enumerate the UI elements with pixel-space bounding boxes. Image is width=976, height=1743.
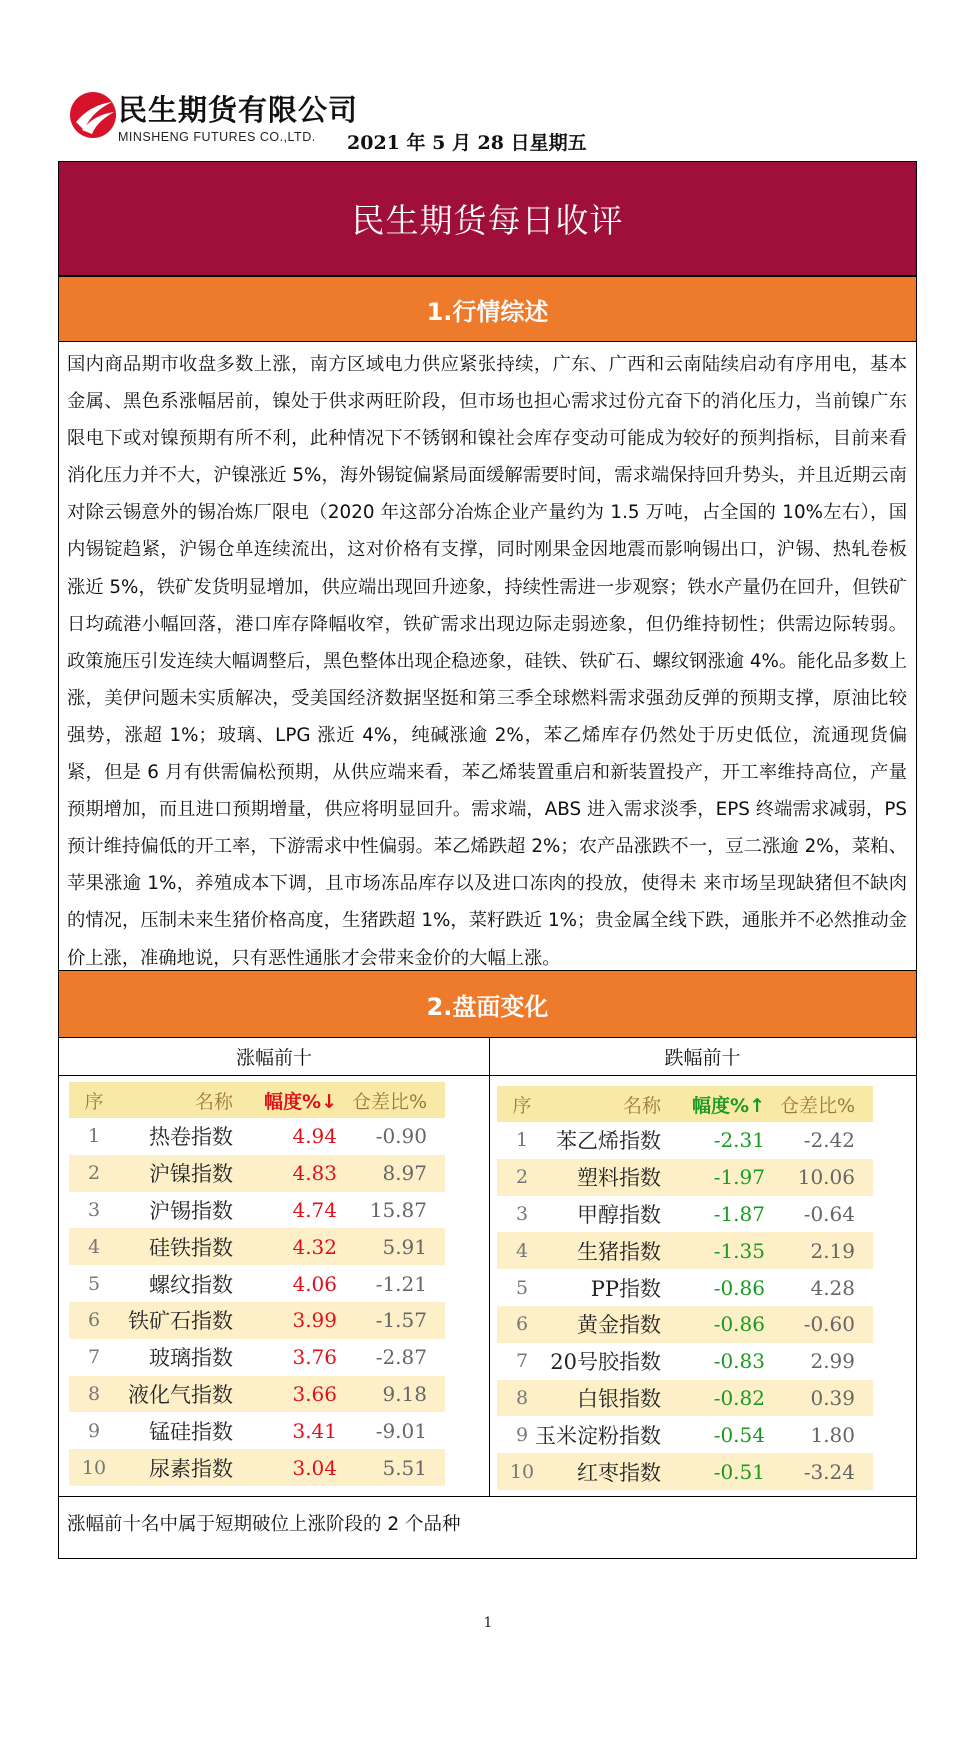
losers-table bbox=[497, 1086, 873, 1490]
cell-name: 生猪指数 bbox=[577, 1239, 661, 1264]
table-row bbox=[69, 1339, 445, 1376]
cell-pct: -0.86 bbox=[713, 1275, 765, 1300]
cell-name: 液化气指数 bbox=[128, 1382, 233, 1407]
losers-title: 跌幅前十 bbox=[664, 1047, 741, 1069]
section1-bar bbox=[59, 276, 916, 342]
cell-idx: 8 bbox=[87, 1382, 101, 1405]
table-row bbox=[497, 1453, 873, 1490]
cell-oi: 0.39 bbox=[810, 1385, 855, 1410]
header-idx: 序 bbox=[512, 1094, 532, 1117]
header-pct: 幅度%↑ bbox=[692, 1094, 765, 1117]
cell-pct: 4.94 bbox=[292, 1124, 337, 1149]
cell-name: 玉米淀粉指数 bbox=[535, 1423, 661, 1448]
table-row bbox=[497, 1232, 873, 1269]
table-row bbox=[69, 1192, 445, 1229]
table-header-row bbox=[69, 1082, 445, 1118]
cell-name: 热卷指数 bbox=[149, 1125, 233, 1150]
table-row bbox=[69, 1376, 445, 1413]
cell-oi: -9.01 bbox=[375, 1418, 427, 1443]
section2-title: 2.盘面变化 bbox=[426, 992, 549, 1021]
cell-oi: -0.60 bbox=[803, 1312, 855, 1337]
cell-idx: 1 bbox=[87, 1125, 101, 1148]
cell-oi: 2.99 bbox=[810, 1349, 855, 1374]
breakout-note: 涨幅前十名中属于短期破位上涨阶段的 2 个品种 bbox=[67, 1514, 461, 1535]
cell-pct: -2.31 bbox=[713, 1128, 765, 1153]
cell-idx: 10 bbox=[509, 1460, 535, 1483]
table-bottom-rule bbox=[59, 1496, 916, 1497]
cell-idx: 6 bbox=[87, 1309, 101, 1332]
table-row bbox=[497, 1196, 873, 1233]
cell-oi: -0.90 bbox=[375, 1124, 427, 1149]
cell-idx: 6 bbox=[515, 1313, 529, 1336]
table-row bbox=[497, 1380, 873, 1417]
section2-bar bbox=[59, 970, 916, 1038]
cell-name: 黄金指数 bbox=[577, 1313, 661, 1338]
cell-idx: 4 bbox=[515, 1239, 529, 1262]
cell-oi: 2.19 bbox=[810, 1238, 855, 1263]
table-row bbox=[497, 1306, 873, 1343]
cell-name: 沪镍指数 bbox=[149, 1162, 233, 1187]
cell-idx: 1 bbox=[515, 1129, 529, 1152]
cell-oi: 15.87 bbox=[369, 1197, 427, 1222]
cell-idx: 9 bbox=[87, 1419, 101, 1442]
cell-oi: 1.80 bbox=[810, 1422, 855, 1447]
table-row bbox=[497, 1416, 873, 1453]
header-pct: 幅度%↓ bbox=[264, 1090, 337, 1113]
cell-pct: 4.06 bbox=[292, 1271, 337, 1296]
cell-oi: -2.87 bbox=[375, 1345, 427, 1370]
cell-name: 红枣指数 bbox=[577, 1460, 661, 1485]
cell-oi: -1.21 bbox=[375, 1271, 427, 1296]
table-row bbox=[69, 1412, 445, 1449]
cell-name: 苯乙烯指数 bbox=[556, 1129, 661, 1154]
report-frame bbox=[58, 161, 917, 1559]
cell-pct: -0.86 bbox=[713, 1312, 765, 1337]
cell-pct: -0.82 bbox=[713, 1385, 765, 1410]
cell-pct: 3.99 bbox=[292, 1308, 337, 1333]
cell-idx: 9 bbox=[515, 1423, 529, 1446]
cell-name: 沪锡指数 bbox=[149, 1198, 233, 1223]
market-summary: 国内商品期市收盘多数上涨，南方区域电力供应紧张持续，广东、广西和云南陆续启动有序用电，基本金属、黑色系涨幅居前，镍处于供求两旺阶段，但市场也担心需求过份亢奋下的消化压力，当前镍广东限电下或对镍预期有所不利，此种情况下不锈钢和镍社会库存变动可能成为较好的预判指标，目前来看消化压力并不大，沪镍涨近 5%，海外锡锭偏紧局面缓解需要时间，需求端保持回升势头，并且近期云南对除云锡意外的锡冶炼厂限电（2020 年这部分冶炼企业产量约为 1.5 万吨，占全国的 10%左右），国内锡锭趋紧，沪锡仓单连续流出，这对价格有支撑，同时刚果金因地震而影响锡出口，沪锡、热轧卷板涨近 5%，铁矿发货明显增加，供应端出现回升迹象，持续性需进一步观察；铁水产量仍在回升，但铁矿日均疏港小幅回落，港口库存降幅收窄，铁矿需求出现边际走弱迹象，但仍维持韧性；供需边际转弱。政策施压引发连续大幅调整后，黑色整体出现企稳迹象，硅铁、铁矿石、螺纹钢涨逾 4%。能化品多数上涨，美伊问题未实质解决，受美国经济数据坚挺和第三季全球燃料需求强劲反弹的预期支撑，原油比较强势，涨超 1%；玻璃、LPG 涨近 4%，纯碱涨逾 2%，苯乙烯库存仍然处于历史低位，流通现货偏紧，但是 6 月有供需偏松预期，从供应端来看，苯乙烯装置重启和新装置投产，开工率维持高位，产量预期增加，而且进口预期增量，供应将明显回升。需求端，ABS 进入需求淡季，EPS 终端需求减弱，PS 预计维持偏低的开工率，下游需求中性偏弱。苯乙烯跌超 2%；农产品涨跌不一，豆二涨逾 2%，菜粕、苹果涨逾 1%，养殖成本下调，且市场冻品库存以及进口冻肉的投放，使得未 来市场呈现缺猪但不缺肉的情况，压制未来生猪价格高度，生猪跌超 1%，菜籽跌近 1%；贵金属全线下跌，通胀并不必然推动金价上涨，准确地说，只有恶性通胀才会带来金价的大幅上涨。 bbox=[67, 354, 907, 969]
gainers-table bbox=[69, 1082, 445, 1486]
gainers-header bbox=[59, 1038, 489, 1076]
cell-pct: 3.76 bbox=[292, 1345, 337, 1370]
cell-pct: 4.74 bbox=[292, 1197, 337, 1222]
header-oi: 仓差比% bbox=[351, 1090, 427, 1113]
cell-oi: -2.42 bbox=[803, 1128, 855, 1153]
header-name: 名称 bbox=[194, 1090, 233, 1113]
cell-pct: 3.04 bbox=[292, 1455, 337, 1480]
report-title-bar bbox=[59, 162, 916, 276]
cell-name: 甲醇指数 bbox=[577, 1202, 661, 1227]
table-row bbox=[69, 1265, 445, 1302]
cell-oi: 5.51 bbox=[382, 1455, 427, 1480]
table-row bbox=[497, 1122, 873, 1159]
section1-title: 1.行情综述 bbox=[426, 297, 549, 326]
page-header bbox=[60, 84, 820, 154]
cell-pct: -1.87 bbox=[713, 1201, 765, 1226]
report-title: 民生期货每日收评 bbox=[351, 201, 624, 240]
cell-name: 尿素指数 bbox=[149, 1456, 233, 1481]
header-name: 名称 bbox=[622, 1094, 661, 1117]
page-number: 1 bbox=[483, 1615, 493, 1631]
cell-pct: 3.66 bbox=[292, 1381, 337, 1406]
cell-name: 20号胶指数 bbox=[550, 1350, 661, 1375]
cell-name: 铁矿石指数 bbox=[128, 1309, 233, 1334]
cell-pct: -0.54 bbox=[713, 1422, 765, 1447]
cell-pct: -0.83 bbox=[713, 1349, 765, 1374]
gainers-title: 涨幅前十 bbox=[235, 1047, 312, 1069]
cell-idx: 5 bbox=[87, 1272, 101, 1295]
table-row bbox=[69, 1449, 445, 1486]
cell-pct: -1.35 bbox=[713, 1238, 765, 1263]
losers-header bbox=[489, 1038, 916, 1076]
cell-name: 白银指数 bbox=[577, 1386, 661, 1411]
cell-oi: 4.28 bbox=[810, 1275, 855, 1300]
company-name-en: MINSHENG FUTURES CO.,LTD. bbox=[118, 130, 316, 144]
cell-pct: 3.41 bbox=[292, 1418, 337, 1443]
cell-name: 螺纹指数 bbox=[149, 1272, 233, 1297]
cell-name: 硅铁指数 bbox=[149, 1235, 233, 1260]
cell-idx: 2 bbox=[515, 1166, 529, 1189]
table-row bbox=[497, 1269, 873, 1306]
cell-idx: 4 bbox=[87, 1235, 101, 1258]
report-date: 2021 年 5 月 28 日星期五 bbox=[347, 132, 587, 154]
table-header-row bbox=[497, 1086, 873, 1122]
table-row bbox=[497, 1343, 873, 1380]
header-oi: 仓差比% bbox=[779, 1094, 855, 1117]
header-idx: 序 bbox=[84, 1090, 104, 1113]
cell-idx: 7 bbox=[515, 1350, 529, 1373]
table-row bbox=[69, 1302, 445, 1339]
table-row bbox=[69, 1118, 445, 1155]
cell-idx: 8 bbox=[515, 1386, 529, 1409]
cell-name: 玻璃指数 bbox=[149, 1346, 233, 1371]
cell-oi: 9.18 bbox=[382, 1381, 427, 1406]
cell-pct: -0.51 bbox=[713, 1459, 765, 1484]
cell-oi: -3.24 bbox=[803, 1459, 855, 1484]
cell-oi: -0.64 bbox=[803, 1201, 855, 1226]
cell-oi: 10.06 bbox=[797, 1165, 855, 1190]
cell-pct: 4.83 bbox=[292, 1161, 337, 1186]
cell-name: PP指数 bbox=[590, 1276, 661, 1301]
cell-oi: -1.57 bbox=[375, 1308, 427, 1333]
company-name-cn: 民生期货有限公司 bbox=[118, 93, 359, 127]
cell-pct: -1.97 bbox=[713, 1165, 765, 1190]
cell-oi: 5.91 bbox=[382, 1234, 427, 1259]
table-row bbox=[497, 1159, 873, 1196]
cell-name: 塑料指数 bbox=[577, 1166, 661, 1191]
cell-idx: 7 bbox=[87, 1346, 101, 1369]
table-divider bbox=[489, 1038, 490, 1496]
cell-name: 锰硅指数 bbox=[149, 1419, 233, 1444]
cell-idx: 3 bbox=[515, 1202, 529, 1225]
cell-idx: 3 bbox=[87, 1198, 101, 1221]
cell-idx: 2 bbox=[87, 1162, 101, 1185]
cell-oi: 8.97 bbox=[382, 1161, 427, 1186]
minsheng-logo-icon bbox=[68, 90, 118, 140]
cell-idx: 10 bbox=[81, 1456, 107, 1479]
table-row bbox=[69, 1228, 445, 1265]
cell-idx: 5 bbox=[515, 1276, 529, 1299]
cell-pct: 4.32 bbox=[292, 1234, 337, 1259]
table-row bbox=[69, 1155, 445, 1192]
